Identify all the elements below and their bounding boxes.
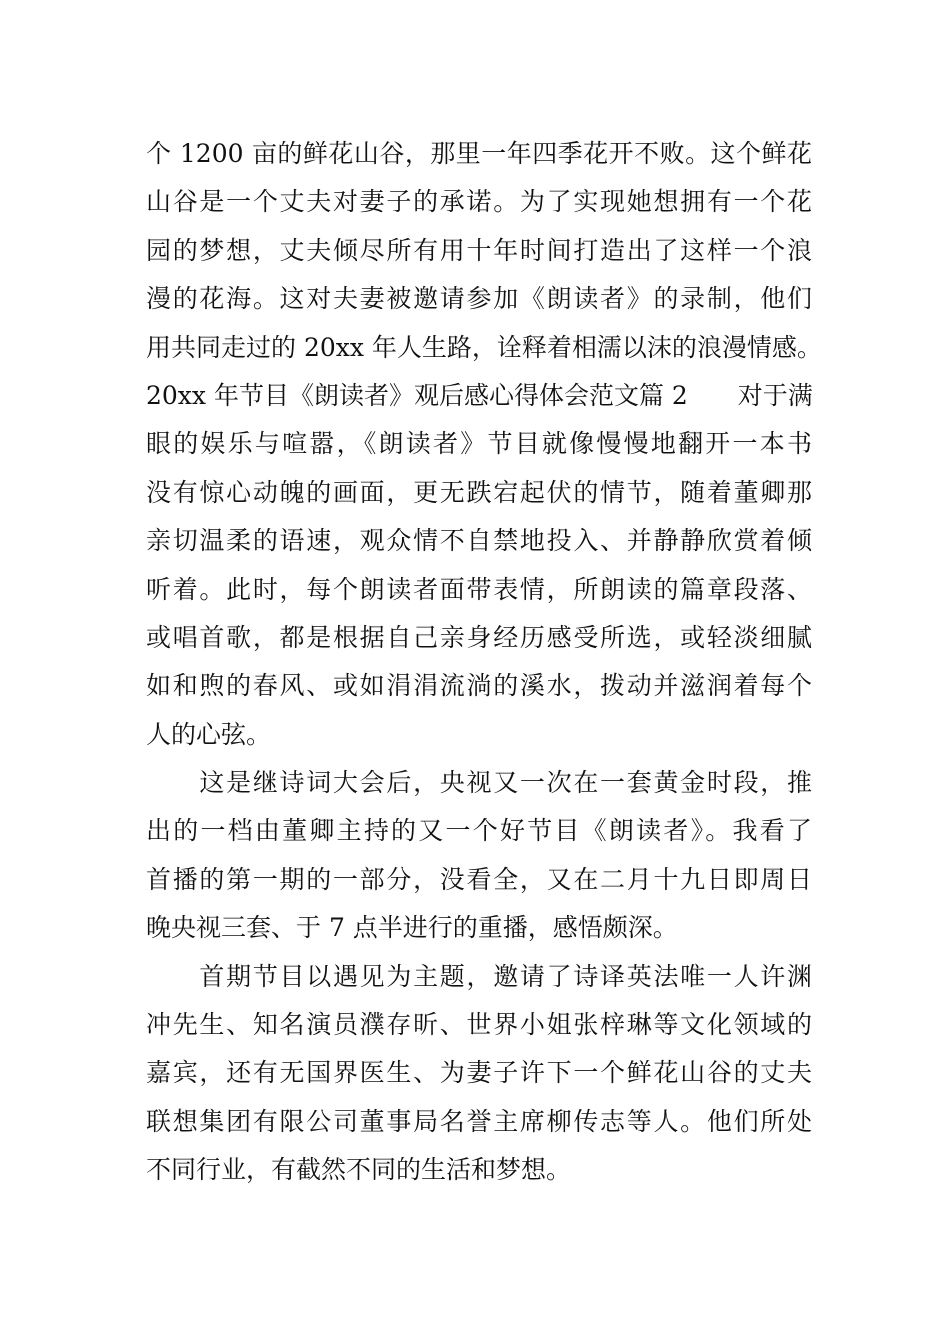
text-line: 晚央视三套、于 7 点半进行的重播，感悟颇深。	[146, 913, 678, 943]
text-line: 园的梦想，丈夫倾尽所有用十年时间打造出了这样一个浪	[146, 235, 812, 265]
text-line: 用共同走过的 20xx 年人生路，诠释着相濡以沫的浪漫情感。	[146, 332, 822, 362]
text-line: 人的心弦。	[146, 719, 272, 749]
text-line: 亲切温柔的语速，观众情不自禁地投入、并静静欣赏着倾	[146, 526, 812, 556]
text-line: 这是继诗词大会后，央视又一次在一套黄金时段，推	[146, 768, 812, 798]
text-line: 个 1200 亩的鲜花山谷，那里一年四季花开不败。这个鲜花	[146, 139, 812, 168]
text-line: 出的一档由董卿主持的又一个好节目《朗读者》。我看了	[146, 816, 812, 846]
text-line: 20xx 年节目《朗读者》观后感心得体会范文篇 2 对于满	[146, 380, 813, 410]
text-line: 听着。此时，每个朗读者面带表情，所朗读的篇章段落、	[146, 574, 812, 604]
text-line: 眼的娱乐与喧嚣，《朗读者》节目就像慢慢地翻开一本书	[146, 429, 812, 459]
text-line: 联想集团有限公司董事局名誉主席柳传志等人。他们所处	[146, 1106, 812, 1136]
text-line: 山谷是一个丈夫对妻子的承诺。为了实现她想拥有一个花	[146, 187, 812, 217]
text-line: 不同行业，有截然不同的生活和梦想。	[146, 1155, 572, 1185]
text-line: 首期节目以遇见为主题，邀请了诗译英法唯一人许渊	[146, 961, 812, 991]
text-line: 漫的花海。这对夫妻被邀请参加《朗读者》的录制，他们	[146, 284, 812, 314]
text-line: 或唱首歌，都是根据自己亲身经历感受所选，或轻淡细腻	[146, 622, 812, 652]
text-line: 冲先生、知名演员濮存昕、世界小姐张梓琳等文化领域的	[146, 1010, 812, 1040]
document-body	[146, 130, 822, 1195]
text-line: 如和煦的春风、或如涓涓流淌的溪水，拨动并滋润着每个	[146, 671, 812, 701]
text-line: 没有惊心动魄的画面，更无跌宕起伏的情节，随着董卿那	[146, 477, 812, 507]
text-line: 首播的第一期的一部分，没看全，又在二月十九日即周日	[146, 864, 812, 894]
text-line: 嘉宾，还有无国界医生、为妻子许下一个鲜花山谷的丈夫	[146, 1058, 812, 1088]
